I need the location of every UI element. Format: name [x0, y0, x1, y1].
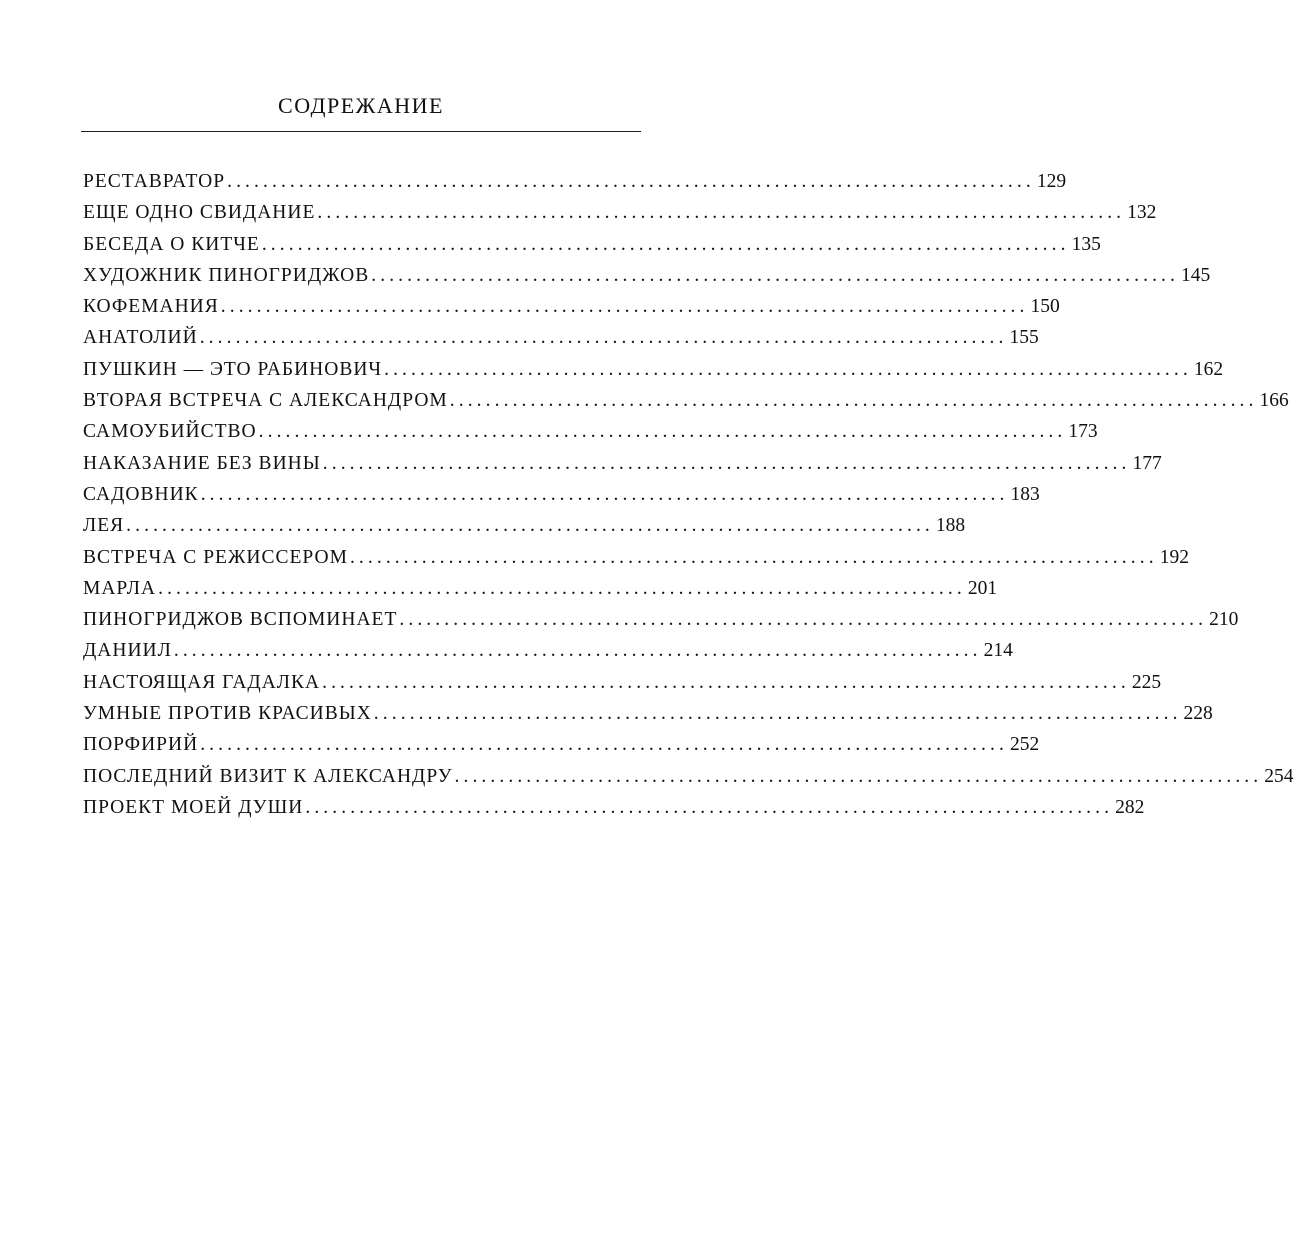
- toc-list: [83, 171, 1294, 828]
- toc-entry-page: 135: [1071, 233, 1101, 255]
- dot-leader: ..........................................................................................: [322, 452, 1131, 474]
- toc-entry-title: ПИНОГРИДЖОВ ВСПОМИНАЕТ: [83, 609, 398, 631]
- dot-leader: ..........................................................................................: [261, 233, 1070, 255]
- dot-leader: ..........................................................................................: [399, 609, 1208, 631]
- toc-entry: [83, 296, 1060, 327]
- toc-entry: [83, 202, 1157, 233]
- toc-entry-page: 282: [1115, 796, 1145, 818]
- toc-entry-page: 201: [967, 577, 998, 599]
- dot-leader: ..........................................................................................: [258, 421, 1067, 443]
- toc-title: СОДРЕЖАНИЕ: [278, 93, 444, 118]
- toc-entry: [83, 452, 1162, 484]
- toc-entry-title: ЛЕЯ: [83, 515, 125, 537]
- toc-entry-page: 173: [1068, 421, 1098, 443]
- toc-entry: [83, 765, 1294, 797]
- toc-entry-page: 177: [1132, 452, 1162, 474]
- toc-entry: [83, 264, 1211, 296]
- dot-leader: ..........................................................................................: [173, 640, 982, 662]
- toc-entry: [83, 421, 1098, 452]
- toc-entry-title: БЕСЕДА О КИТЧЕ: [83, 233, 260, 255]
- toc-entry-title: ПОРФИРИЙ: [83, 734, 199, 756]
- toc-entry: [83, 358, 1224, 390]
- toc-entry-page: 129: [1036, 171, 1067, 192]
- toc-entry-title: ЕЩЕ ОДНО СВИДАНИЕ: [83, 202, 316, 224]
- toc-entry-page: 162: [1193, 358, 1224, 380]
- toc-entry-title: ПОСЛЕДНИЙ ВИЗИТ К АЛЕКСАНДРУ: [83, 765, 453, 787]
- toc-entry-title: САДОВНИК: [83, 483, 199, 505]
- toc-entry-title: МАРЛА: [83, 577, 157, 599]
- dot-leader: ..........................................................................................: [384, 358, 1192, 380]
- dot-leader: ..........................................................................................: [371, 264, 1179, 286]
- toc-entry-title: КОФЕМАНИЯ: [83, 296, 219, 318]
- toc-entry: [83, 171, 1067, 202]
- toc-entry: [83, 796, 1145, 828]
- toc-entry-page: 228: [1183, 703, 1213, 725]
- toc-entry-title: УМНЫЕ ПРОТИВ КРАСИВЫХ: [83, 703, 372, 725]
- dot-leader: ..........................................................................................: [227, 171, 1035, 192]
- dot-leader: ..........................................................................................: [199, 327, 1008, 349]
- toc-entry: [83, 233, 1101, 265]
- dot-leader: ..........................................................................................: [454, 765, 1263, 787]
- toc-entry: [83, 327, 1039, 358]
- toc-entry-page: 166: [1259, 390, 1289, 412]
- toc-entry-page: 132: [1127, 202, 1157, 224]
- dot-leader: ..........................................................................................: [349, 546, 1158, 568]
- toc-entry-page: 214: [983, 640, 1013, 662]
- toc-entry: [83, 515, 966, 546]
- toc-entry-page: 210: [1209, 609, 1239, 631]
- toc-entry-title: ПРОЕКТ МОЕЙ ДУШИ: [83, 796, 304, 818]
- dot-leader: ..........................................................................................: [200, 483, 1009, 505]
- toc-entry: [83, 734, 1040, 765]
- toc-entry-page: 145: [1181, 264, 1211, 286]
- toc-entry-page: 192: [1159, 546, 1189, 568]
- toc-entry-page: 183: [1010, 483, 1040, 505]
- dot-leader: ..........................................................................................: [449, 390, 1258, 412]
- dot-leader: ..........................................................................................: [373, 703, 1182, 725]
- toc-entry: [83, 577, 998, 609]
- dot-leader: ..........................................................................................: [220, 296, 1029, 318]
- toc-entry-page: 252: [1009, 734, 1040, 756]
- dot-leader: ..........................................................................................: [200, 734, 1008, 756]
- toc-entry-page: 225: [1131, 671, 1162, 693]
- toc-entry: [83, 703, 1213, 734]
- toc-entry-title: АНАТОЛИЙ: [83, 327, 198, 349]
- toc-entry: [83, 483, 1040, 515]
- toc-entry-page: 155: [1009, 327, 1039, 349]
- toc-entry-page: 188: [935, 515, 966, 537]
- toc-entry-title: ДАНИИЛ: [83, 640, 172, 662]
- toc-entry-page: 150: [1030, 296, 1060, 318]
- toc-entry: [83, 671, 1162, 703]
- toc-entry-title: ПУШКИН — ЭТО РАБИНОВИЧ: [83, 358, 383, 380]
- toc-entry-page: 254: [1264, 765, 1294, 787]
- toc-entry: [83, 640, 1013, 671]
- toc-entry-title: ВТОРАЯ ВСТРЕЧА С АЛЕКСАНДРОМ: [83, 390, 448, 412]
- toc-entry-title: ВСТРЕЧА С РЕЖИССЕРОМ: [83, 546, 348, 568]
- toc-entry-title: ХУДОЖНИК ПИНОГРИДЖОВ: [83, 264, 370, 286]
- dot-leader: ..........................................................................................: [317, 202, 1126, 224]
- dot-leader: ..........................................................................................: [305, 796, 1114, 818]
- toc-entry-title: РЕСТАВРАТОР: [83, 171, 226, 192]
- dot-leader: ..........................................................................................: [126, 515, 934, 537]
- title-rule: [81, 131, 641, 132]
- dot-leader: ..........................................................................................: [322, 671, 1130, 693]
- dot-leader: ..........................................................................................: [158, 577, 966, 599]
- toc-entry: [83, 546, 1189, 578]
- toc-entry: [83, 609, 1239, 640]
- toc-entry: [83, 390, 1289, 421]
- toc-entry-title: НАСТОЯЩАЯ ГАДАЛКА: [83, 671, 321, 693]
- toc-entry-title: НАКАЗАНИЕ БЕЗ ВИНЫ: [83, 452, 321, 474]
- toc-entry-title: САМОУБИЙСТВО: [83, 421, 257, 443]
